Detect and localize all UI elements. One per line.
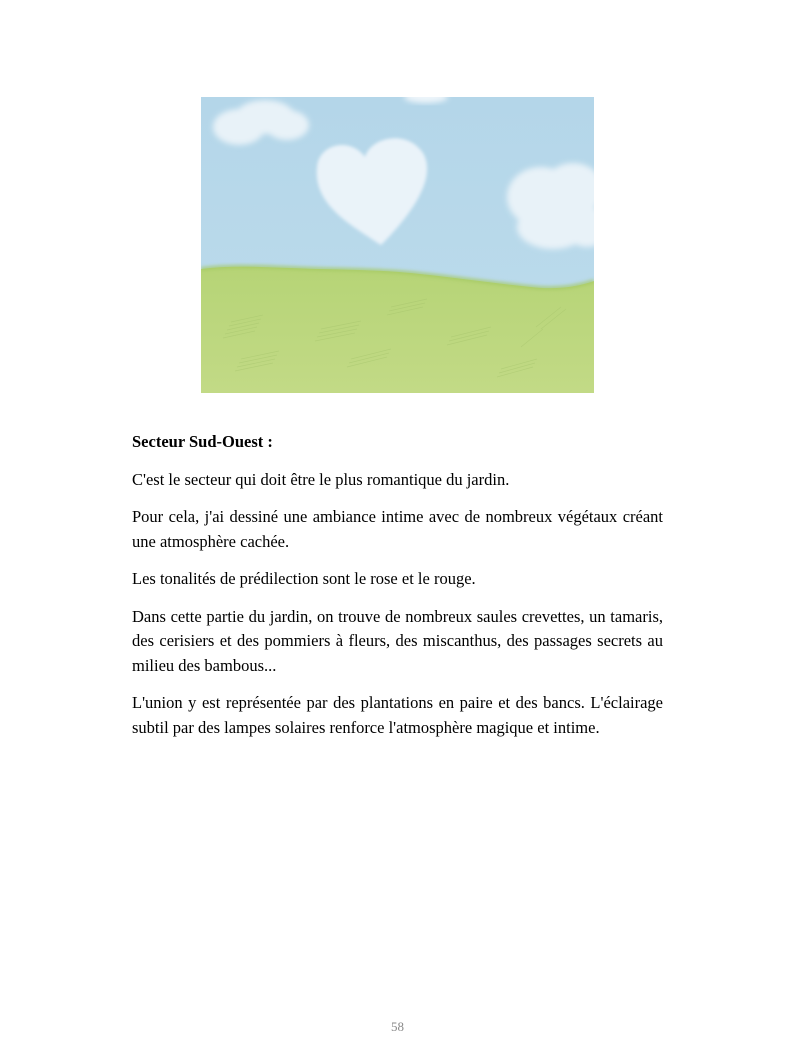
section-text [132,430,663,753]
paragraph-plants: Dans cette partie du jardin, on trouve de nombreux saules crevettes, un tamaris, des cerisiers et des pommiers à fleurs, des miscanthus, des passages secrets au milieu des bambous... [132,606,663,675]
watercolor-illustration [201,97,594,393]
page-number: 58 [391,1019,404,1034]
paragraph-colors: Les tonalités de prédilection sont le rose et le rouge. [132,569,476,588]
sky-heart-cloud-meadow-image [201,97,594,393]
section-heading: Secteur Sud-Ouest : [132,432,273,451]
paragraph-ambiance: Pour cela, j'ai dessiné une ambiance intime avec de nombreux végétaux créant une atmosphère cachée. [132,507,663,551]
paragraph-intro: C'est le secteur qui doit être le plus romantique du jardin. [132,469,510,489]
paragraph-union: L'union y est représentée par des plantations en paire et des bancs. L'éclairage subtil par des lampes solaires renforce l'atmosphère magique et intime. [132,693,663,737]
